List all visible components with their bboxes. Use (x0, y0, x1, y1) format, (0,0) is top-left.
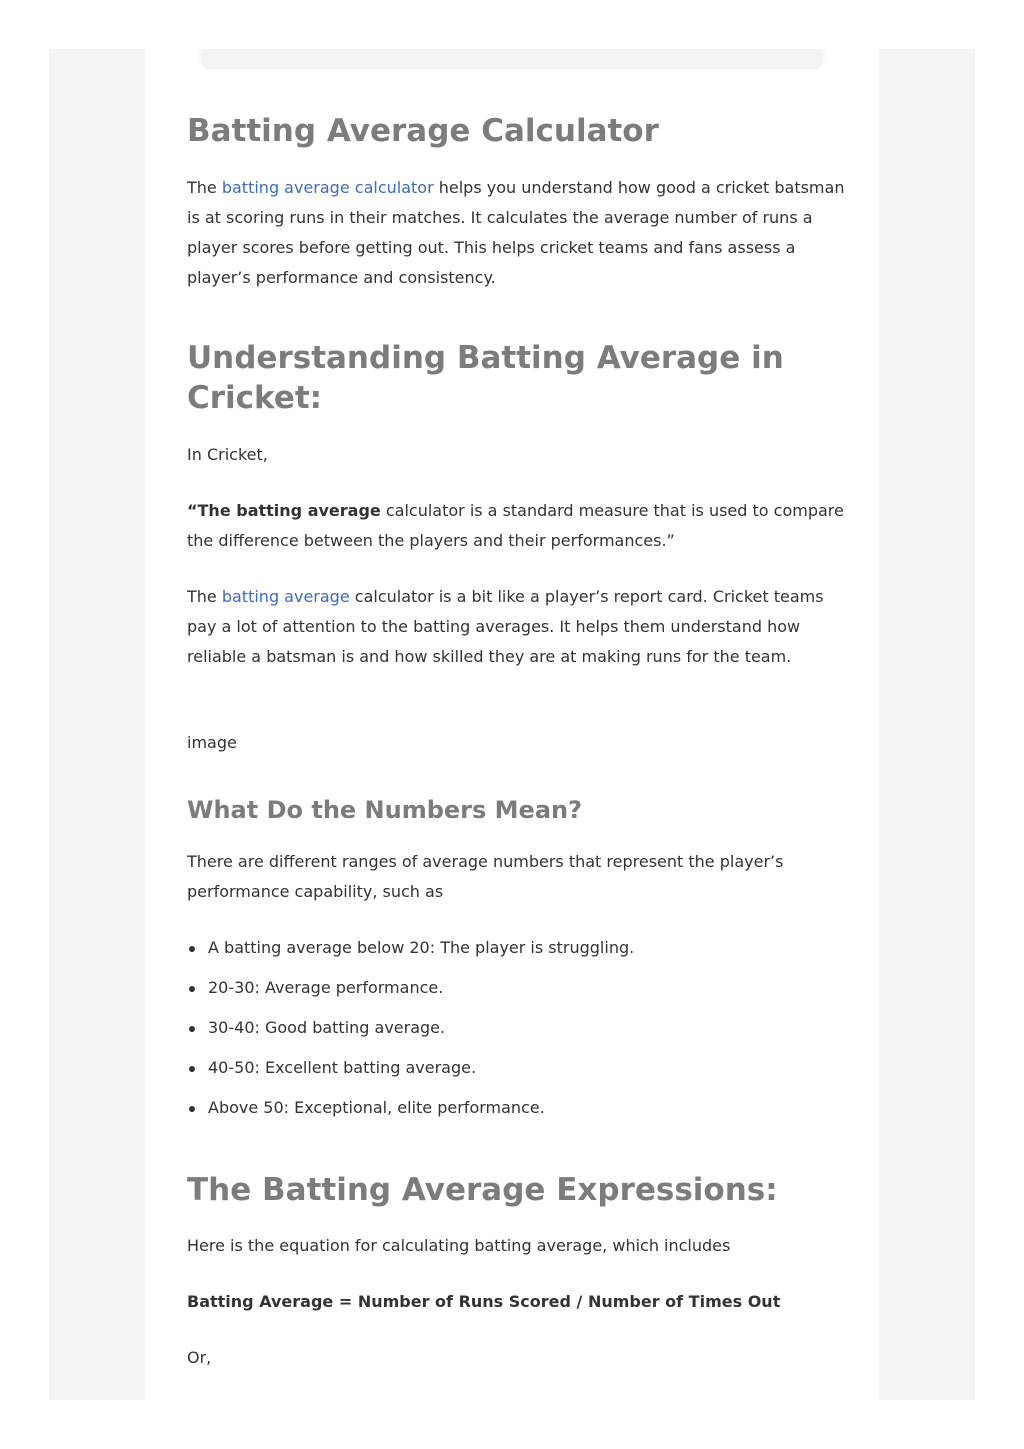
equation-intro: Here is the equation for calculating batting average, which includes (187, 1236, 731, 1255)
top-card (201, 49, 823, 67)
numbers-intro: There are different ranges of average numbers that represent the player’s performance capability, such as (187, 852, 784, 901)
expressions-heading: The Batting Average Expressions: (187, 1172, 778, 1208)
list-item: A batting average below 20: The player is struggling. (187, 933, 847, 973)
or-text: Or, (187, 1348, 212, 1367)
batting-average-link[interactable]: batting average (221, 587, 350, 606)
list-item: 20-30: Average performance. (187, 973, 847, 1013)
list-item: Above 50: Exceptional, elite performance. (187, 1093, 847, 1133)
report-card-paragraph: The batting average calculator is a bit like a player’s report card. Cricket teams pay a lot of attention to the batting averages. It helps them understand how reliable a batsman is and how skilled they are at making runs for the team. (187, 587, 824, 666)
in-cricket-text: In Cricket, (187, 445, 268, 464)
equation-text: Batting Average = Number of Runs Scored / Number of Times Out (187, 1292, 781, 1311)
intro-paragraph: The batting average calculator helps you understand how good a cricket batsman is at scoring runs in their matches. It calculates the average number of runs a player scores before getting out. This helps cricket teams and fans assess a player’s performance and consistency. (187, 178, 845, 287)
image-placeholder: image (187, 733, 237, 752)
equation-paragraph (187, 1287, 847, 1317)
page-title: Batting Average Calculator (187, 113, 659, 149)
ranges-list (187, 933, 847, 1133)
quote-paragraph: “The batting average calculator is a standard measure that is used to compare the difference between the players and their performances.” (187, 501, 844, 550)
article-container (145, 49, 879, 1400)
list-item: 40-50: Excellent batting average. (187, 1053, 847, 1093)
numbers-heading: What Do the Numbers Mean? (187, 796, 583, 824)
understanding-heading: Understanding Batting Average in Cricket: (187, 340, 784, 416)
list-item: 30-40: Good batting average. (187, 1013, 847, 1053)
batting-average-calculator-link[interactable]: batting average calculator (221, 178, 434, 197)
